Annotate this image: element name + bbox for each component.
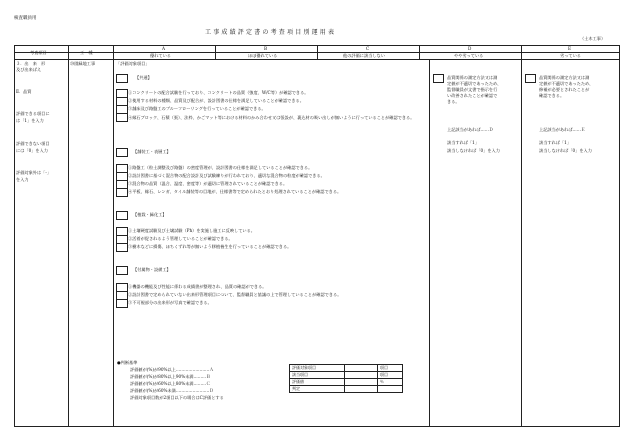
note-1a: 評価できる項目に [16,111,50,116]
summary-value-input[interactable] [345,386,378,393]
note-2b: には「0」を入力 [16,148,48,153]
s3-item-2: ②活着が促されるよう管理していることが確認できる。 [128,236,233,241]
grade-d-text-2: 定値が不適切であったため、 [447,81,502,86]
s3-item-3: ③樹木などに損傷、ほちくずれ等が無いよう移植養生を行っていることが確認できる。 [128,244,292,249]
type-header: 工 種 [80,50,93,55]
summary-label: 該当項目 [290,372,345,379]
summary-table [289,364,403,393]
summary-row [290,372,403,379]
note-3b: を入力 [16,177,29,182]
summary-value-input[interactable] [345,379,378,386]
grade-d-text-5: きる。 [447,99,460,104]
grade-d-text-1: 品質関係の測定方法又は測 [447,75,498,80]
grade-b-label: ほぼ優れている [248,53,278,58]
page-title: 工事成績評定書の考査項目別運用表 [205,29,337,36]
s4-item-1: ①機器の機能及び性能に係わる成績書が整理され、品質の確認ができる。 [128,284,267,289]
summary-label: 評価値 [290,379,345,386]
s2-item-3: ③混合物の品質（温合、温度、密度等）が適切に管理されていることが確認できる。 [128,181,288,186]
grade-d-letter: D [468,46,472,51]
criteria-line-1: 評価値が(%)が90%以上……………………Ａ [130,367,214,372]
s3-item-3-input[interactable] [116,243,128,252]
summary-row [290,365,403,372]
grade-d-text-4: い改善されたことが確認で [447,93,498,98]
s4-item-3-input[interactable] [116,299,128,308]
s2-item-4: ④平板、縁石、レンガ、タイル舗装等の目地が、仕様書等で定められたとおり処理されていることが確認できる。 [128,189,342,194]
s1-item-2: ②使用する材料の種類、品質及び配合が、設計図書の仕様を満足していることが確認できる。 [128,98,304,103]
summary-row [290,386,403,393]
s1-item-4: ④縁石ブロック、石積（張）、法枠、かごマット等における材料のかみ合わせ又は張設が、裏込材の吸い出しが無いように行っていることが確認できる。 [128,115,415,120]
grade-c-label: 他の評価に該当しない [343,53,385,58]
grade-e-cond-3: 該当しなければ「0」を入力 [539,148,592,153]
section-1-title: 【共通】 [135,75,152,80]
grade-e-input[interactable] [525,74,536,83]
summary-value-input[interactable] [345,372,378,379]
grade-d-text-3: 監督職員が文書で指示を行 [447,87,498,92]
note-1b: は「1」を入力 [16,118,44,123]
s3-item-1: ①土壌硬度試験及び土壌試験（Ph）を実施し施工に反映している。 [128,228,255,233]
item-line-1: ３．出 来 形 [16,61,46,66]
s4-item-3: ③不可視部分の出来形が写真で確認できる。 [128,300,212,305]
section-4-title: 【付属物・設備工】 [133,267,171,272]
grade-d-label: やや劣っている [454,53,484,58]
grade-e-text-1: 品質関係の測定方法又は測 [539,75,590,80]
item-line-2: 及び出来ばえ [16,67,42,72]
summary-unit [378,386,403,393]
grade-e-text-3: 修補が必要とされたことが [539,87,590,92]
section-2-input[interactable] [116,148,128,157]
note-3a: 評価対象外は「-」 [16,170,51,175]
grade-e-cond-1: 上記該当があれば……Ｅ [539,127,586,132]
grade-e-cond-2: 該当すれば「1」 [539,140,571,145]
criteria-heading: ●判断基準 [117,360,138,365]
section-1-input[interactable] [116,74,128,83]
summary-unit: 項目 [378,372,403,379]
grade-e-text-2: 定値が不適切であったため、 [539,81,594,86]
summary-row [290,379,403,386]
criteria-line-2: 評価値が(%)が80%以上90%未満………Ｂ [130,374,211,379]
corner-label: 検査職員用 [14,16,37,21]
criteria-line-3: 評価値が(%)が60%以上80%未満………Ｃ [130,381,211,386]
grade-a-letter: A [162,46,166,51]
grade-d-cond-3: 該当しなければ「0」を入力 [447,148,500,153]
grade-b-letter: B [264,46,268,51]
grade-d-cond-2: 該当すれば「1」 [447,140,479,145]
item-header: 考査項目 [30,50,47,55]
s1-item-1: ①コンクリートの配合試験を行っており、コンクリートの品質（強度、W/C等）が確認できる。 [128,90,309,95]
s2-item-2: ②設計図書に基づく混合物の配合設計及び試験練りが行われており、適切な混合物の粒度が確認できる。 [128,173,325,178]
criteria-line-4: 評価値が(%)が60%未満……………………Ｄ [130,388,214,393]
grade-e-label: 劣っている [560,53,581,58]
section-4-input[interactable] [116,266,128,275]
section-3-title: 【植栽・緑化工】 [133,212,167,217]
note-2a: 評価できない項目 [16,141,50,146]
s4-item-2: ②設計図書で定められていない出来形管理項目について、監督職員と協議の上で管理していることが確認できる。 [128,292,342,297]
grade-e-letter: E [568,46,572,51]
s2-item-1: ①路盤工（粒土調整及び路盤）の密度管理が、設計図書の仕様を満足していることが確認できる。 [128,165,313,170]
s1-item-4-input[interactable] [116,113,128,122]
grade-a-label: 優れている [150,53,171,58]
s2-item-4-input[interactable] [116,188,128,197]
grade-d-input[interactable] [433,74,444,83]
right-note: （土木工事） [580,36,606,41]
summary-label: 評価対象項目 [290,365,345,372]
criteria-line-5: 評価対象項目数が2項目以下の場合はC評価とする [130,395,224,400]
eval-target-label: 「評価対象項目」 [116,61,150,66]
grade-c-letter: C [366,46,370,51]
work-type: ⑳園緑地工事 [70,61,96,66]
sub-item: Ⅱ．品質 [16,89,32,94]
s1-item-3: ③舗床及び路盤工のプルーフローリングを行っていることが確認できる。 [128,106,266,111]
section-2-title: 【舗装工・表層工】 [133,149,171,154]
summary-label: 判定 [290,386,345,393]
summary-unit: ％ [378,379,403,386]
grade-e-text-4: 確認できる。 [539,93,565,98]
summary-value-input[interactable] [345,365,378,372]
section-3-input[interactable] [116,211,128,220]
summary-unit: 項目 [378,365,403,372]
grade-d-cond-1: 上記該当があれば……Ｄ [447,127,494,132]
